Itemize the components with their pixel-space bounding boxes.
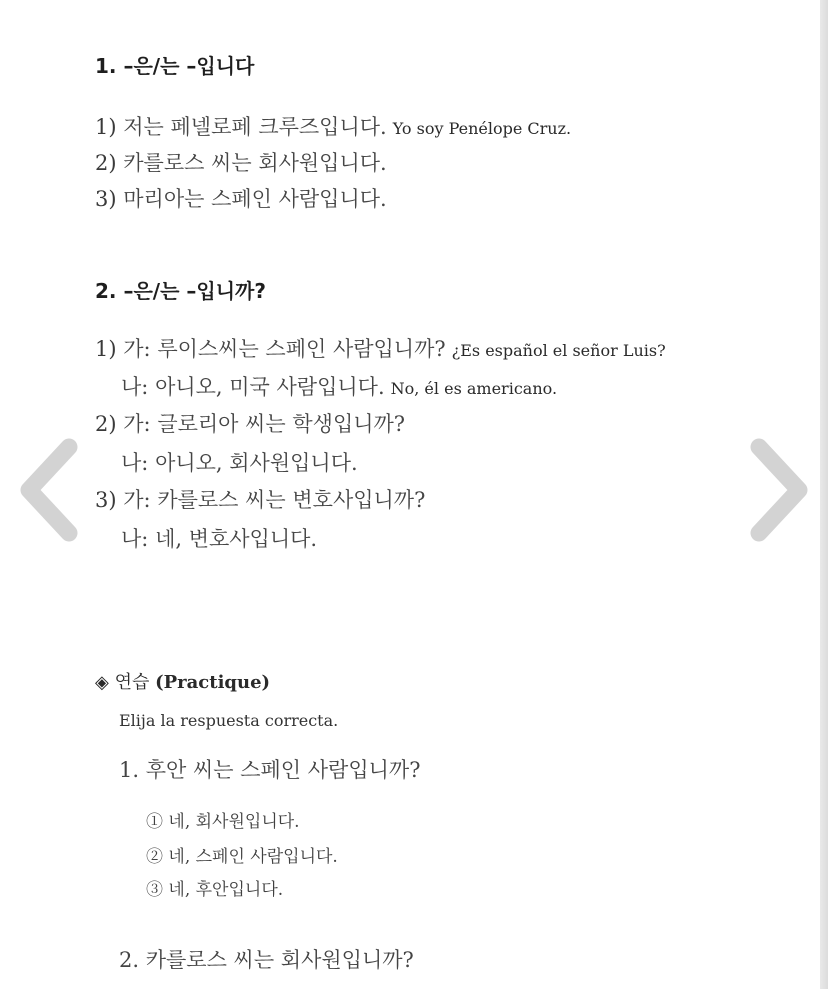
example-line [95, 147, 387, 177]
option-text: 네, 회사원입니다. [168, 812, 300, 832]
practice-title-korean: 연습 [114, 672, 150, 693]
dialogue-question [95, 408, 405, 438]
option-text: 네, 후안입니다. [168, 880, 284, 900]
option-text: 네, 스페인 사람입니다. [168, 847, 338, 867]
korean-sentence: 루이스씨는 스페인 사람입니까? [157, 337, 446, 361]
speaker-label: 가: [123, 488, 151, 512]
option-mark: ① [146, 812, 163, 832]
answer-option[interactable] [146, 842, 338, 867]
section-heading: 2. –은/는 –입니까? [95, 279, 266, 303]
question-text: 후안 씨는 스페인 사람입니까? [145, 758, 421, 782]
dialogue-answer [121, 371, 557, 401]
item-number: 3) [95, 187, 117, 211]
chevron-right-icon[interactable] [744, 435, 814, 545]
speaker-label: 가: [123, 412, 151, 436]
korean-sentence: 카를로스 씨는 변호사입니까? [157, 488, 426, 512]
spanish-translation: ¿Es español el señor Luis? [451, 341, 666, 360]
item-number: 3) [95, 488, 117, 512]
practice-question [119, 944, 414, 974]
korean-sentence: 아니오, 미국 사람입니다. [155, 375, 385, 399]
practice-title-spanish: (Practique) [155, 672, 271, 693]
item-number: 1) [95, 337, 117, 361]
section-heading: 1. –은/는 –입니다 [95, 54, 255, 78]
spanish-translation: Yo soy Penélope Cruz. [392, 119, 572, 138]
speaker-label: 나: [121, 451, 149, 475]
spanish-translation: No, él es americano. [390, 379, 558, 398]
dialogue-question [95, 484, 425, 514]
item-number: 2) [95, 151, 117, 175]
option-mark: ② [146, 847, 163, 867]
example-line [95, 111, 571, 141]
practice-heading [95, 668, 270, 694]
item-number: 1) [95, 115, 117, 139]
example-line [95, 183, 387, 213]
option-mark: ③ [146, 880, 163, 900]
korean-sentence: 마리아는 스페인 사람입니다. [123, 187, 387, 211]
dialogue-question [95, 333, 666, 363]
speaker-label: 나: [121, 375, 149, 399]
korean-sentence: 카를로스 씨는 회사원입니다. [123, 151, 387, 175]
answer-option[interactable] [146, 875, 283, 900]
question-number: 2. [119, 948, 140, 972]
page-edge [820, 0, 828, 989]
speaker-label: 나: [121, 527, 149, 551]
korean-sentence: 네, 변호사입니다. [155, 527, 318, 551]
dialogue-answer [121, 447, 358, 477]
dialogue-answer [121, 523, 317, 553]
question-text: 카를로스 씨는 회사원입니까? [145, 948, 414, 972]
korean-sentence: 아니오, 회사원입니다. [155, 451, 358, 475]
instruction-text: Elija la respuesta correcta. [119, 711, 339, 730]
chevron-left-icon[interactable] [14, 435, 84, 545]
question-number: 1. [119, 758, 140, 782]
answer-option[interactable] [146, 807, 300, 832]
korean-sentence: 글로리아 씨는 학생입니까? [157, 412, 406, 436]
diamond-marker-icon: ◈ [95, 672, 109, 693]
item-number: 2) [95, 412, 117, 436]
speaker-label: 가: [123, 337, 151, 361]
practice-question [119, 754, 420, 784]
korean-sentence: 저는 페넬로페 크루즈입니다. [123, 115, 387, 139]
